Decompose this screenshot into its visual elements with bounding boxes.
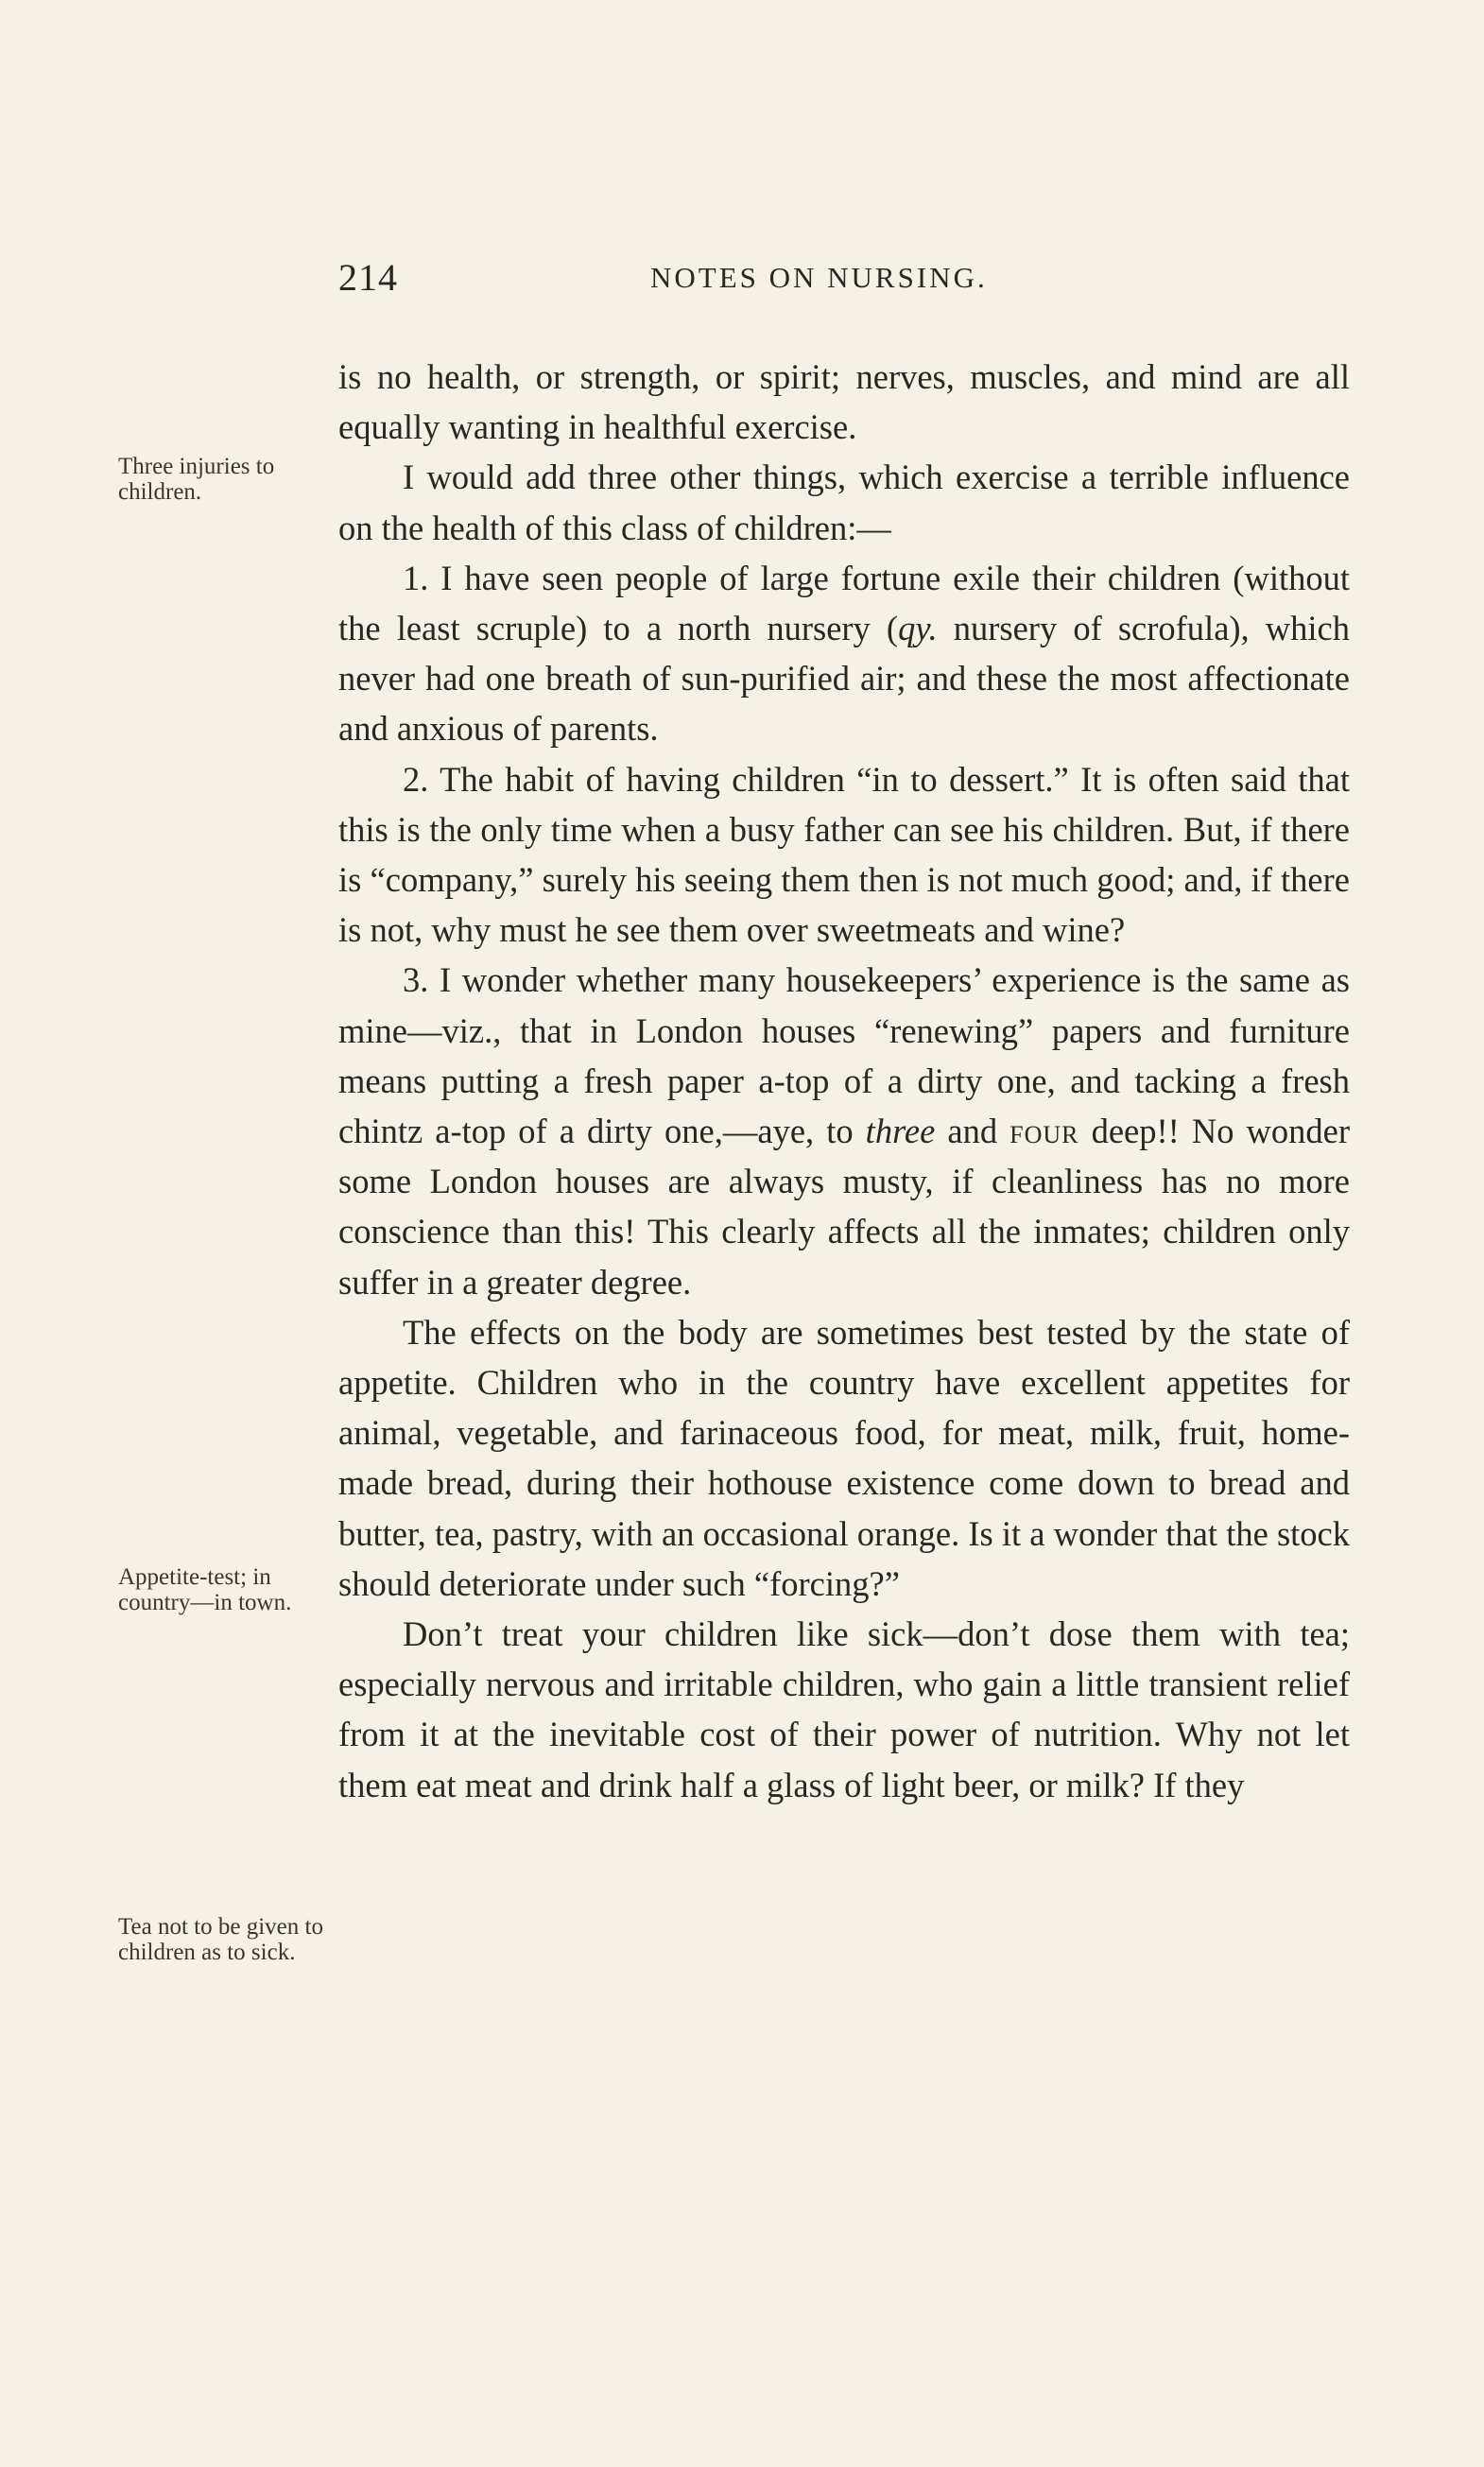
text-run: 1. I have seen people of large fortune exile their children (without the least scruple) to a north nursery ( [338,558,1350,648]
margin-note-appetite-test: Appetite-test; in country—in town. [118,1564,292,1615]
text-run: deep!! No wonder some London houses are always musty, if cleanliness has no more conscience than this! This clearly affects all the inmates; children only suffer in a greater degree. [338,1112,1350,1302]
body-text [338,352,1350,1810]
paragraph [338,553,1350,754]
text-run: and [935,1112,1010,1151]
margin-note-three-injuries: Three injuries to children. [118,454,275,505]
paragraph: is no health, or strength, or spirit; nerves, muscles, and mind are all equally wanting in healthful exercise. [338,357,1350,447]
page-number: 214 [338,256,398,299]
text-run: nursery of scrofula), which never had one breath of sun-purified air; and these the most affectionate and anxious of parents. [338,609,1350,749]
margin-note-tea: Tea not to be given to children as to sick. [118,1914,323,1965]
paragraph: The effects on the body are sometimes best tested by the state of appetite. Children who in the country have excellent appetites for animal, vegetable, and farinaceous food, for meat, milk, fruit, home-made bread, during their hothouse existence come down to bread and butter, tea, pastry, with an occasional orange. Is it a wonder that the stock should deteriorate under such “forcing?” [338,1312,1350,1603]
small-caps-text: four [1009,1112,1079,1151]
text-run: 3. I wonder whether many housekeepers’ experience is the same as mine—viz., that in London houses “renewing” papers and furniture means putting a fresh paper a-top of a dirty one, and tacking a fresh chintz a-top of a dirty one,—aye, to [338,960,1350,1151]
page-header [338,255,1350,312]
paragraph [338,955,1350,1306]
italic-text: qy. [898,609,938,648]
paragraph: Don’t treat your children like sick—don’t dose them with tea; especially nervous and irritable children, who gain a little transient relief from it at the inevitable cost of their power of nutrition. Why not let them eat meat and drink half a glass of light beer, or milk? If they [338,1614,1350,1804]
paragraph: 2. The habit of having children “in to dessert.” It is often said that this is the only time when a busy father can see his children. But, if there is “company,” surely his seeing them then is not much good; and, if there is not, why must he see them over sweetmeats and wine? [338,759,1350,950]
italic-text: three [865,1112,936,1151]
running-head: NOTES ON NURSING. [650,261,988,294]
paragraph: I would add three other things, which exercise a terrible influence on the health of this class of children:— [338,457,1350,547]
